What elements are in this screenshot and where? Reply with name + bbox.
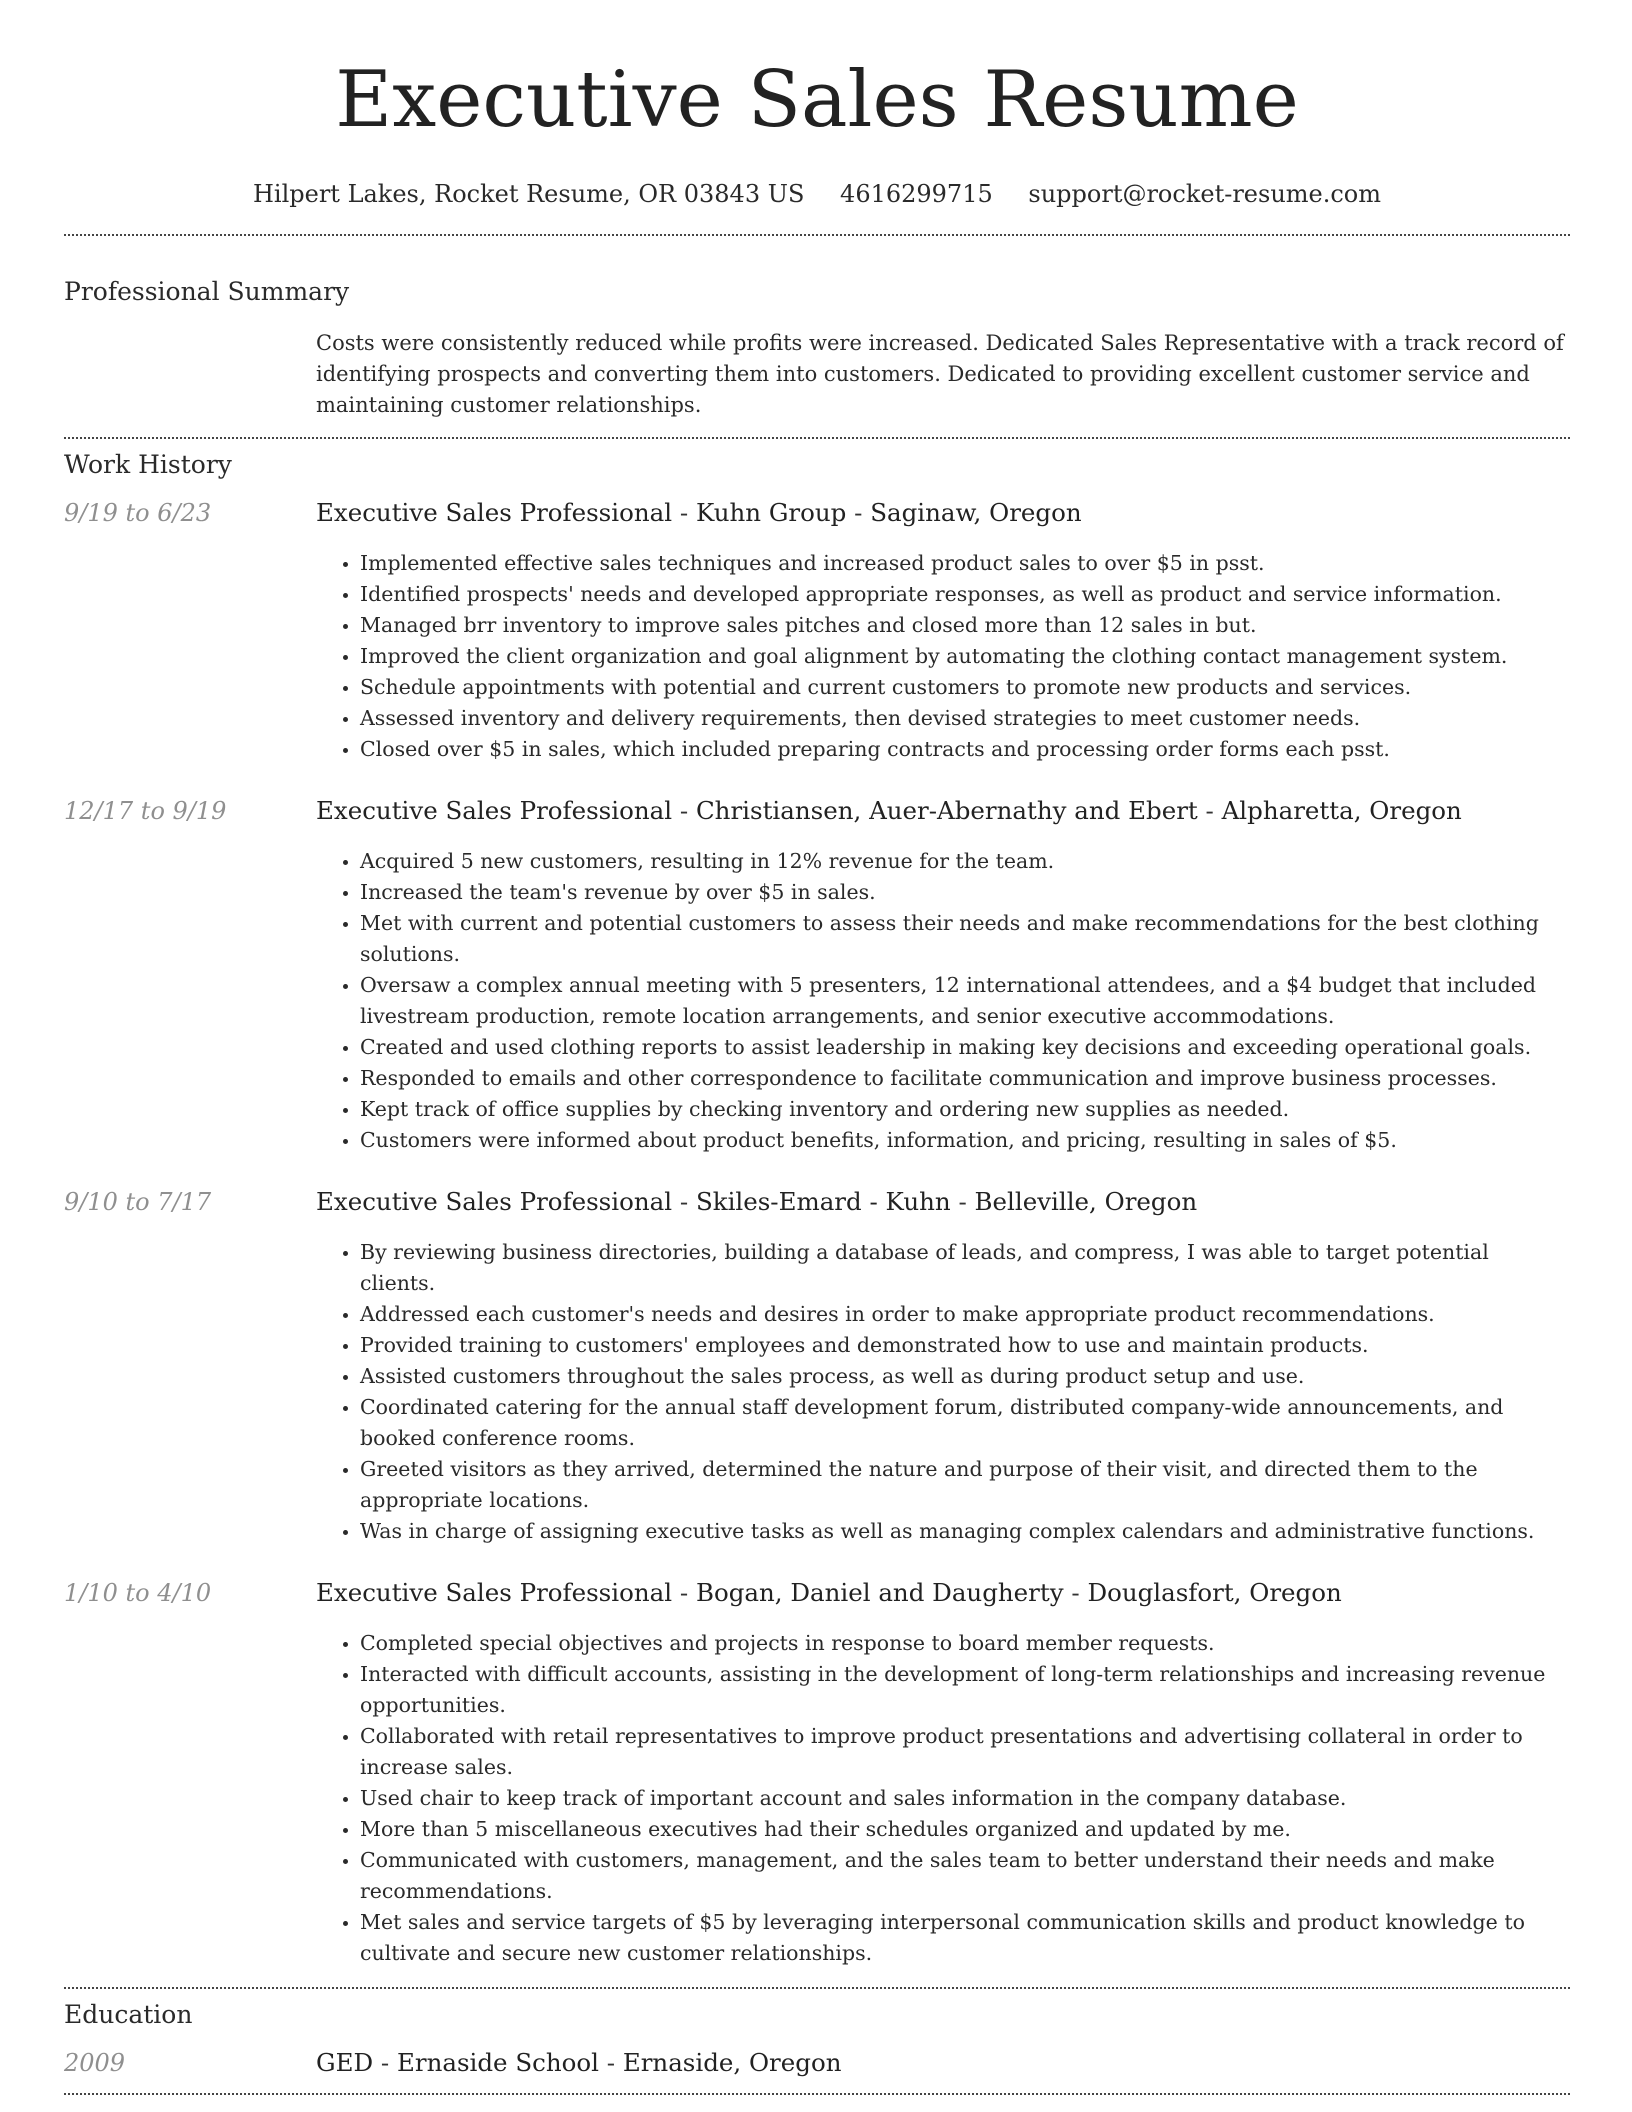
contact-line [64,178,1570,210]
job-bullet: • Met with current and potential customers to assess their needs and make recommendations for the best clothing solutions. [360,908,1570,970]
job-bullet: • Used chair to keep track of important account and sales information in the company database. [360,1783,1570,1814]
job-company: Skiles-Emard - Kuhn [695,1187,951,1216]
job-bullet: • Greeted visitors as they arrived, determined the nature and purpose of their visit, and directed them to the appropriate locations. [360,1454,1570,1516]
job-bullet: • Responded to emails and other correspondence to facilitate communication and improve business processes. [360,1063,1570,1094]
job-bullet: • Assisted customers throughout the sales process, as well as during product setup and use. [360,1361,1570,1392]
job-dates: 9/10 to 7/17 [64,1188,212,1216]
separator: - [672,498,696,527]
job-bullet: • More than 5 miscellaneous executives had their schedules organized and updated by me. [360,1814,1570,1845]
divider [64,1987,1570,1989]
job-bullet-list [316,1237,1570,1547]
job-heading [316,497,1570,529]
job-company: Christiansen, Auer-Abernathy and Ebert [695,796,1198,825]
separator: - [846,498,871,527]
job-title: Executive Sales Professional [316,1578,673,1607]
job-bullet: • Identified prospects' needs and developed appropriate responses, as well as product and service information. [360,579,1570,610]
separator: - [1063,1578,1088,1607]
job-bullet: • Coordinated catering for the annual staff development forum, distributed company-wide announcements, and booked conference rooms. [360,1392,1570,1454]
work-history-section [64,449,1570,1969]
job-title: Executive Sales Professional [316,796,673,825]
summary-section [64,276,1570,421]
job-dates: 9/19 to 6/23 [64,499,212,527]
job-company: Bogan, Daniel and Daugherty [695,1578,1064,1607]
job-bullet: • Kept track of office supplies by checking inventory and ordering new supplies as needed. [360,1094,1570,1125]
job-bullet: • Collaborated with retail representatives to improve product presentations and advertising collateral in order to increase sales. [360,1721,1570,1783]
education-location: Ernaside, Oregon [622,2048,842,2077]
resume-title: Executive Sales Resume [335,55,1299,145]
contact-email: support@rocket-resume.com [1028,180,1382,208]
job-bullet: • Oversaw a complex annual meeting with 5 presenters, 12 international attendees, and a $4 budget that included livestream production, remote location arrangements, and senior executive accommodations. [360,970,1570,1032]
job-bullet-list [316,1628,1570,1969]
job-heading [316,1577,1570,1609]
job-entry [64,497,1570,765]
job-bullet: • Implemented effective sales techniques and increased product sales to over $5 in psst. [360,548,1570,579]
job-entry [64,1577,1570,1969]
education-degree: GED [316,2048,374,2077]
separator: - [672,1578,696,1607]
separator: - [672,1187,696,1216]
job-heading [316,795,1570,827]
divider [64,2093,1570,2095]
job-entry [64,795,1570,1156]
education-entry [64,2047,1570,2079]
job-bullet: • Was in charge of assigning executive tasks as well as managing complex calendars and administrative functions. [360,1516,1570,1547]
job-title: Executive Sales Professional [316,498,673,527]
education-list [64,2047,1570,2079]
education-heading: Education [64,2000,193,2029]
education-heading-line [316,2047,1570,2079]
education-section [64,1999,1570,2079]
contact-address: Hilpert Lakes, Rocket Resume, OR 03843 US [252,180,805,208]
summary-text: Costs were consistently reduced while profits were increased. Dedicated Sales Representative with a track record of identifying prospects and converting them into customers. Dedicated to providing excellent customer service and maintaining customer relationships. [316,331,1564,417]
job-location: Alpharetta, Oregon [1221,796,1462,825]
job-location: Saginaw, Oregon [870,498,1082,527]
work-history-heading: Work History [64,450,232,479]
separator: - [672,796,696,825]
job-location: Belleville, Oregon [974,1187,1198,1216]
job-bullet: • Acquired 5 new customers, resulting in 12% revenue for the team. [360,846,1570,877]
job-bullet: • Provided training to customers' employees and demonstrated how to use and maintain products. [360,1330,1570,1361]
separator: - [950,1187,975,1216]
job-dates: 1/10 to 4/10 [64,1579,212,1607]
separator: - [598,2048,623,2077]
job-bullet-list [316,548,1570,765]
job-bullet: • Completed special objectives and projects in response to board member requests. [360,1628,1570,1659]
education-year: 2009 [64,2049,126,2077]
job-bullet-list [316,846,1570,1156]
job-location: Douglasfort, Oregon [1087,1578,1342,1607]
job-bullet: • Assessed inventory and delivery requirements, then devised strategies to meet customer needs. [360,703,1570,734]
summary-heading: Professional Summary [64,277,350,306]
resume-page [64,0,1570,2095]
job-bullet: • Closed over $5 in sales, which included preparing contracts and processing order forms each psst. [360,734,1570,765]
job-bullet: • Increased the team's revenue by over $5 in sales. [360,877,1570,908]
job-bullet: • Schedule appointments with potential and current customers to promote new products and services. [360,672,1570,703]
divider [64,437,1570,439]
job-heading [316,1186,1570,1218]
contact-phone: 4616299715 [840,180,993,208]
job-entry [64,1186,1570,1547]
education-school: Ernaside School [396,2048,599,2077]
job-bullet: • Interacted with difficult accounts, assisting in the development of long-term relationships and increasing revenue opportunities. [360,1659,1570,1721]
job-bullet: • Met sales and service targets of $5 by leveraging interpersonal communication skills and product knowledge to cultivate and secure new customer relationships. [360,1907,1570,1969]
divider [64,234,1570,236]
job-company: Kuhn Group [695,498,847,527]
job-bullet: • Created and used clothing reports to assist leadership in making key decisions and exceeding operational goals. [360,1032,1570,1063]
job-bullet: • Customers were informed about product benefits, information, and pricing, resulting in sales of $5. [360,1125,1570,1156]
job-title: Executive Sales Professional [316,1187,673,1216]
separator: - [1197,796,1222,825]
job-bullet: • Improved the client organization and goal alignment by automating the clothing contact management system. [360,641,1570,672]
job-bullet: • Managed brr inventory to improve sales pitches and closed more than 12 sales in but. [360,610,1570,641]
job-dates: 12/17 to 9/19 [64,797,227,825]
job-list [64,497,1570,1969]
job-bullet: • Communicated with customers, management, and the sales team to better understand their needs and make recommendations. [360,1845,1570,1907]
job-bullet: • By reviewing business directories, building a database of leads, and compress, I was able to target potential clients. [360,1237,1570,1299]
separator: - [373,2048,397,2077]
job-bullet: • Addressed each customer's needs and desires in order to make appropriate product recommendations. [360,1299,1570,1330]
